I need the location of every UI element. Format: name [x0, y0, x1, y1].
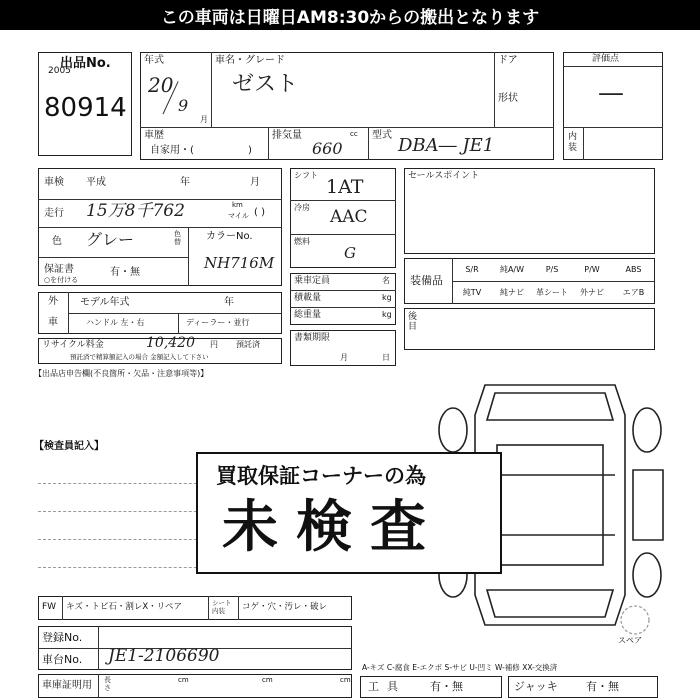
doors-label: ドア — [498, 55, 518, 66]
color-no-label: カラーNo. — [206, 231, 253, 242]
banner: この車両は日曜日AM8:30からの搬出となります — [0, 0, 700, 30]
foreign-label-1: 外 — [48, 296, 58, 307]
fuel-label: 燃料 — [294, 237, 310, 246]
lot-label: 出品No. — [60, 56, 111, 71]
fuel-value: G — [344, 244, 356, 262]
seller-note-label: 【出品店申告欄(不良箇所・欠品・注意事項等)】 — [34, 369, 209, 378]
equip-pw: P/W — [584, 265, 600, 274]
model-type-label: 型式 — [372, 130, 392, 141]
rating-label: 評価点 — [592, 54, 620, 64]
cert-label: 車庫証明用 — [42, 680, 92, 691]
warranty-label: 保証書 — [44, 264, 74, 275]
lot-year: 2005 — [48, 66, 71, 76]
inspection-label: 車検 — [44, 177, 64, 188]
history-close: ) — [248, 145, 252, 156]
history-value: 自家用・( — [150, 145, 194, 156]
color-change-label: 色替 — [174, 230, 181, 247]
chassis-value: JE1-2106690 — [108, 646, 220, 666]
mileage-paren: ( ) — [254, 207, 265, 218]
tools-label: 工具 — [368, 680, 406, 693]
equip-ext-navi: 外ナビ — [580, 288, 604, 297]
equip-ps: P/S — [545, 265, 559, 274]
model-year-value: 20 — [148, 73, 174, 97]
jack-label: ジャッキ — [514, 680, 558, 693]
history-label: 車歴 — [144, 130, 164, 141]
mileage-unit-mile: マイル — [228, 212, 249, 220]
fw-items: キズ・トビ石・割レX・リペア — [66, 602, 182, 612]
docs-expiry-month: 月 — [340, 353, 348, 362]
fw-interior-label: シート内装 — [212, 599, 232, 615]
model-type-value: DBA― JE1 — [398, 135, 495, 156]
displacement-unit: cc — [350, 130, 358, 138]
foreign-dealer: ディーラー・並行 — [186, 318, 250, 327]
model-year-month: 9 — [178, 96, 189, 115]
displacement-label: 排気量 — [272, 130, 302, 141]
load-unit: kg — [382, 293, 392, 302]
cert-cm-1: cm — [178, 676, 189, 684]
equip-abs: ABS — [625, 265, 642, 274]
recycle-note: 預託済で精算額記入の場合 金額記入して下さい — [70, 353, 209, 361]
mileage-unit-km: km — [232, 201, 243, 209]
cert-cm-3: cm — [340, 676, 351, 684]
rear-window-label: 後目 — [408, 312, 418, 333]
docs-expiry-day: 日 — [382, 353, 390, 362]
model-year-month-unit: 月 — [200, 115, 208, 124]
aircon-value: AAC — [330, 207, 368, 227]
damage-legend: A-キズ C-腐食 E-エクボ S-サビ U-凹ミ W-補修 XX-交換済 — [362, 663, 558, 672]
spare-tire-icon — [621, 606, 649, 634]
recycle-label: リサイクル料金 — [42, 340, 104, 350]
shape-label: 形状 — [498, 93, 518, 104]
foreign-model-year-label: モデル年式 — [80, 297, 130, 308]
gross-unit: kg — [382, 310, 392, 319]
model-year-label: 年式 — [144, 55, 164, 66]
docs-expiry-label: 書類期限 — [294, 333, 331, 343]
spare-label: スペア — [618, 636, 642, 645]
equip-tv: 純TV — [462, 288, 482, 297]
recycle-status: 預託済 — [236, 340, 260, 349]
mileage-value: 15万8千762 — [86, 201, 185, 221]
rating-value: — — [598, 78, 624, 108]
load-label: 積載量 — [294, 293, 322, 303]
fw-label: FW — [42, 602, 57, 612]
cert-cm-2: cm — [262, 676, 273, 684]
inspection-month-unit: 月 — [250, 177, 260, 188]
color-label: 色 — [52, 236, 62, 247]
inspection-year-unit: 年 — [180, 177, 190, 188]
foreign-handle: ハンドル 左・右 — [86, 318, 145, 327]
inspection-era: 平成 — [86, 177, 106, 188]
equip-sr: S/R — [465, 265, 479, 274]
color-value: グレー — [86, 230, 135, 249]
foreign-label-2: 車 — [48, 317, 58, 328]
equipment-label: 装備品 — [410, 274, 443, 287]
foreign-year-unit: 年 — [224, 297, 234, 308]
color-no-value: NH716M — [204, 254, 275, 272]
registration-label: 登録No. — [42, 631, 83, 644]
stamp-line2: 未検査 — [222, 495, 444, 560]
shift-label: シフト — [294, 171, 318, 180]
car-name-label: 車名・グレード — [215, 55, 285, 66]
equip-navi: 純ナビ — [500, 288, 524, 297]
capacity-label: 乗車定員 — [294, 276, 331, 286]
aircon-label: 冷房 — [294, 203, 310, 212]
rear-window-box — [404, 308, 655, 350]
recycle-unit: 円 — [210, 340, 218, 349]
chassis-label: 車台No. — [42, 653, 83, 666]
car-name-value: ゼスト — [232, 72, 299, 97]
lot-number: 80914 — [44, 93, 127, 123]
equip-leather: 革シート — [536, 288, 568, 297]
recycle-value: 10,420 — [146, 335, 195, 351]
cert-length: 長さ — [104, 676, 111, 692]
capacity-unit: 名 — [382, 276, 390, 285]
stamp-line1: 買取保証コーナーの為 — [216, 464, 426, 488]
fw-interior-items: コゲ・穴・汚レ・破レ — [242, 602, 328, 612]
inspector-note-label: 【検査員記入】 — [34, 441, 104, 452]
jack-options: 有・無 — [586, 680, 619, 693]
warranty-sub: ○を付ける — [44, 276, 79, 284]
equip-alloy: 純A/W — [499, 265, 525, 274]
warranty-options: 有・無 — [110, 267, 140, 278]
shift-value: 1AT — [326, 176, 364, 198]
equip-airbag: エアB — [622, 288, 645, 297]
gross-label: 総重量 — [294, 310, 322, 320]
sales-point-label: セールスポイント — [408, 171, 480, 181]
mileage-label: 走行 — [44, 208, 64, 219]
displacement-value: 660 — [312, 139, 343, 158]
rating-interior-label: 内装 — [568, 132, 578, 153]
tools-options: 有・無 — [430, 680, 463, 693]
